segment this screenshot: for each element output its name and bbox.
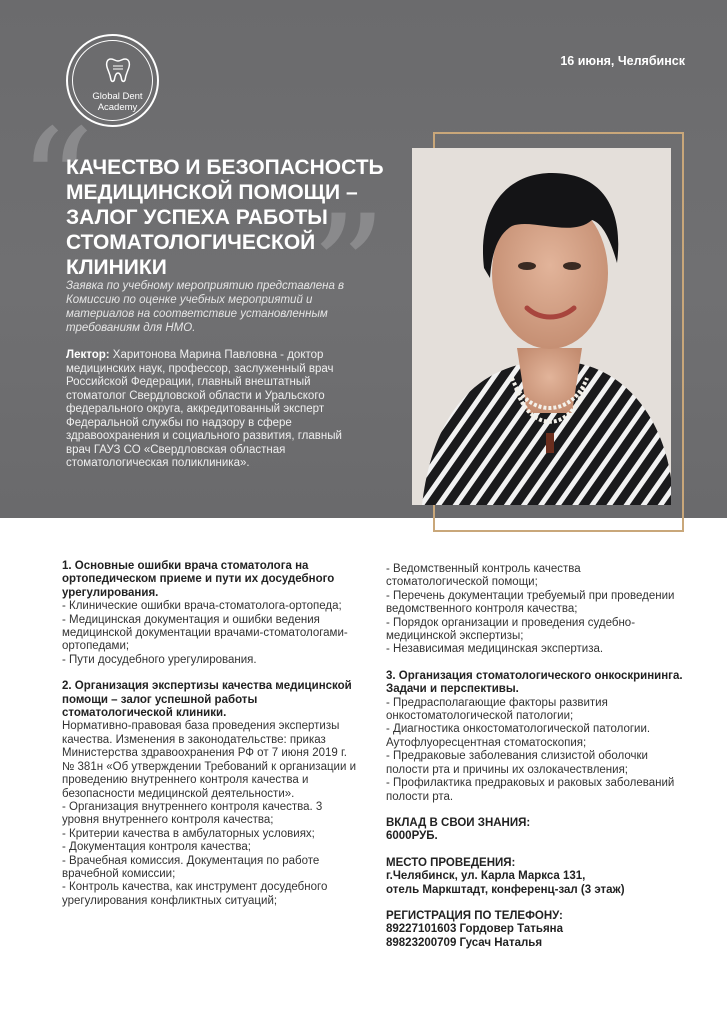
section1-item: - Медицинская документация и ошибки ведения медицинской документации врачами-стоматологами-ортопедами; — [62, 613, 348, 653]
venue-label: МЕСТО ПРОВЕДЕНИЯ: — [386, 856, 516, 869]
event-date: 16 июня, Челябинск — [560, 54, 685, 68]
section2-item: - Врачебная комиссия. Документация по работе врачебной комиссии; — [62, 854, 320, 880]
price-label: ВКЛАД В СВОИ ЗНАНИЯ: — [386, 816, 531, 829]
spacer — [62, 667, 362, 680]
section2-title: 2. Организация экспертизы качества медицинской помощи – залог успешной работы стоматологической клиники. — [62, 680, 352, 720]
spacer — [386, 844, 686, 857]
section3-title: 3. Организация стоматологического онкоскрининга. Задачи и перспективы. — [386, 669, 683, 696]
program-column-left — [62, 560, 362, 908]
venue-line2: отель Маркштадт, конференц-зал (3 этаж) — [386, 883, 625, 896]
section2-item-continued: - Порядок организации и проведения судебно-медицинской экспертизы; — [386, 616, 636, 643]
program-column-right — [386, 563, 686, 950]
lector-portrait-image — [412, 148, 671, 505]
section2-item-continued: - Независимая медицинская экспертиза. — [386, 643, 604, 656]
logo-line2: Academy — [97, 102, 138, 113]
section2-item: - Документация контроля качества; — [62, 841, 251, 854]
page-title: КАЧЕСТВО И БЕЗОПАСНОСТЬ МЕДИЦИНСКОЙ ПОМОЩИ – ЗАЛОГ УСПЕХА РАБОТЫ СТОМАТОЛОГИЧЕСКОЙ КЛИНИКИ — [66, 156, 384, 279]
open-quote-icon: “ — [18, 98, 95, 272]
section3-item: - Профилактика предраковых и раковых заболеваний полости рта. — [386, 777, 675, 803]
section3-item: - Предрасполагающие факторы развития онкостоматологической патологии; — [386, 696, 608, 723]
section2-item: - Критерии качества в амбулаторных условиях; — [62, 827, 315, 840]
section1-title: 1. Основные ошибки врача стоматолога на ортопедическом приеме и пути их досудебного урегулирования. — [62, 560, 335, 599]
section2-item: Нормативно-правовая база проведения экспертизы качества. Изменения в законодательстве: приказ Министерства здравоохранения РФ от 7 июня 2019 г. № 381н «Об утверждении Требований к организации и проведению внутреннего контроля качества и безопасности медицинской деятельности». — [62, 720, 357, 800]
price-value: 6000РУБ. — [386, 830, 438, 843]
close-quote-icon: ” — [310, 184, 387, 358]
tooth-icon — [103, 54, 133, 84]
lector-label: Лектор: — [66, 349, 110, 361]
section3-item: - Предраковые заболевания слизистой оболочки полости рта и причины их озлокачествления; — [386, 750, 648, 776]
spacer — [386, 897, 686, 910]
contact-phone-2[interactable]: 89823200709 Гусач Наталья — [386, 936, 543, 949]
section2-item-continued: - Ведомственный контроль качества стоматологической помощи; — [386, 563, 581, 589]
section2-item: - Контроль качества, как инструмент досудебного урегулирования конфликтных ситуаций; — [62, 881, 328, 907]
spacer — [386, 657, 686, 670]
section1-item: - Пути досудебного урегулирования. — [62, 653, 257, 666]
section2-item-continued: - Перечень документации требуемый при проведении ведомственного контроля качества; — [386, 589, 675, 616]
logo-line1: Global Dent — [92, 91, 143, 102]
section3-item: - Диагностика онкостоматологической патологии. Аутофлуоресцентная стоматоскопия; — [386, 723, 651, 749]
contact-phone-1[interactable]: 89227101603 Гордовер Татьяна — [386, 923, 564, 936]
spacer — [386, 804, 686, 817]
section2-item: - Организация внутреннего контроля качества. 3 уровня внутреннего контроля качества; — [62, 800, 323, 827]
lector-text: Харитонова Марина Павловна - доктор медицинских наук, профессор, заслуженный врач Российской Федерации, главный внештатный стоматолог Свердловской области и Уральского федерального округа, аккредитованный эксперт Федеральной службы по надзору в сфере здравоохранения и социального развития, главный врач ГАУЗ СО «Свердловская областная стоматологическая поликлиника». — [66, 349, 342, 469]
registration-label: РЕГИСТРАЦИЯ ПО ТЕЛЕФОНУ: — [386, 909, 563, 922]
application-note: Заявка по учебному мероприятию представлена в Комиссию по оценке учебных мероприятий и материалов на соответствие установленным требованиям для НМО. — [66, 280, 345, 334]
venue-line1: г.Челябинск, ул. Карла Маркса 131, — [386, 870, 586, 883]
section1-item: - Клинические ошибки врача-стоматолога-ортопеда; — [62, 600, 342, 613]
lector-info — [66, 349, 366, 471]
lector-photo — [412, 148, 671, 505]
